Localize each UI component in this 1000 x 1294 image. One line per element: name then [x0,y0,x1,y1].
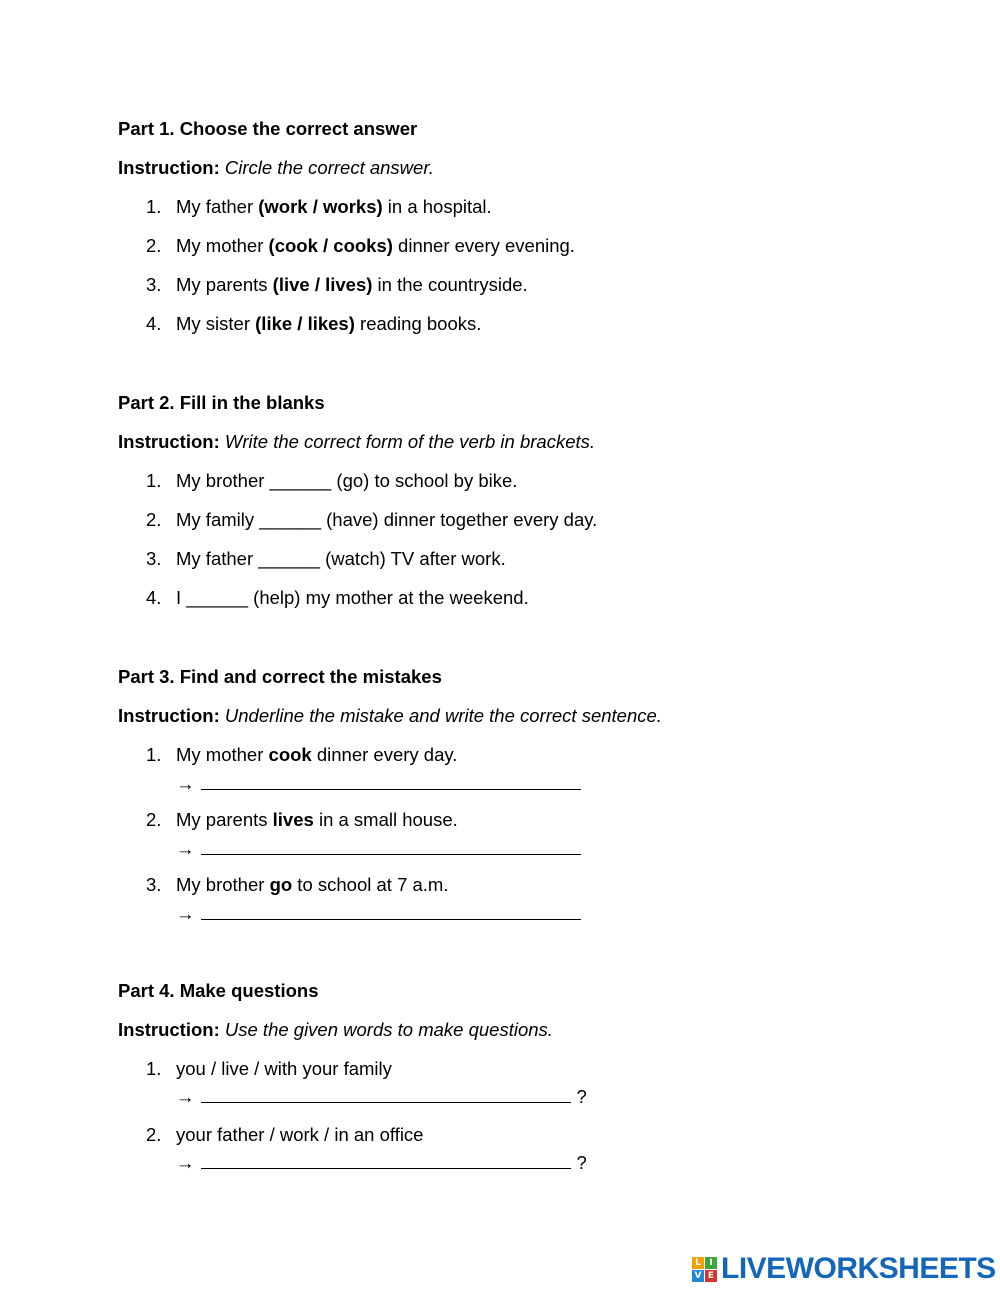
part3-item-1: 1. My mother cook dinner every day. [146,744,458,765]
part1-instruction [118,157,434,179]
part3-title: Part 3. Find and correct the mistakes [118,666,442,687]
part2-instruction [118,431,595,453]
part2-item-2[interactable]: 2. My family ______ (have) dinner together every day. [146,509,598,530]
arrow-icon: → [176,1152,195,1173]
choice-options[interactable]: (work / works) [258,196,383,217]
arrow-icon: → [176,1086,195,1107]
answer-line[interactable] [176,773,581,795]
answer-line[interactable] [176,838,581,860]
part2-item-1[interactable]: 1. My brother ______ (go) to school by bike. [146,470,518,491]
question-answer-line[interactable] [176,1152,587,1174]
part3-instruction [118,705,662,727]
instruction-label: Instruction: [118,431,220,452]
brand-name: LIVEWORKSHEETS [721,1252,996,1285]
part1-item-2: 2. My mother (cook / cooks) dinner every evening. [146,235,575,256]
question-mark: ? [576,1086,587,1107]
choice-options[interactable]: (cook / cooks) [268,235,393,256]
part4-item-1: 1. you / live / with your family [146,1058,392,1079]
instruction-label: Instruction: [118,157,220,178]
mistake-word[interactable]: cook [268,744,312,765]
part1-title: Part 1. Choose the correct answer [118,118,418,139]
part1-item-4: 4. My sister (like / likes) reading books. [146,313,482,334]
instruction-label: Instruction: [118,1019,220,1040]
part2-item-4[interactable]: 4. I ______ (help) my mother at the weekend. [146,587,529,608]
part3-item-3: 3. My brother go to school at 7 a.m. [146,874,449,895]
instruction-text: Underline the mistake and write the correct sentence. [224,705,662,726]
choice-options[interactable]: (like / likes) [255,313,355,334]
answer-line[interactable] [176,903,581,925]
logo-icon: L I V E [692,1257,717,1282]
part4-item-2: 2. your father / work / in an office [146,1124,424,1145]
mistake-word[interactable]: go [269,874,293,895]
liveworksheets-logo [692,1252,996,1286]
part2-item-3[interactable]: 3. My father ______ (watch) TV after work. [146,548,506,569]
part1-item-3: 3. My parents (live / lives) in the countryside. [146,274,528,295]
part2-title: Part 2. Fill in the blanks [118,392,325,413]
question-mark: ? [576,1152,587,1173]
instruction-label: Instruction: [118,705,220,726]
part4-instruction [118,1019,553,1041]
arrow-icon: → [176,773,195,794]
instruction-text: Use the given words to make questions. [224,1019,553,1040]
arrow-icon: → [176,838,195,859]
instruction-text: Write the correct form of the verb in brackets. [224,431,596,452]
arrow-icon: → [176,903,195,924]
choice-options[interactable]: (live / lives) [272,274,373,295]
question-answer-line[interactable] [176,1086,587,1108]
part1-item-1: 1. My father (work / works) in a hospital. [146,196,492,217]
part4-title: Part 4. Make questions [118,980,319,1001]
mistake-word[interactable]: lives [272,809,314,830]
instruction-text: Circle the correct answer. [224,157,434,178]
part3-item-2: 2. My parents lives in a small house. [146,809,458,830]
